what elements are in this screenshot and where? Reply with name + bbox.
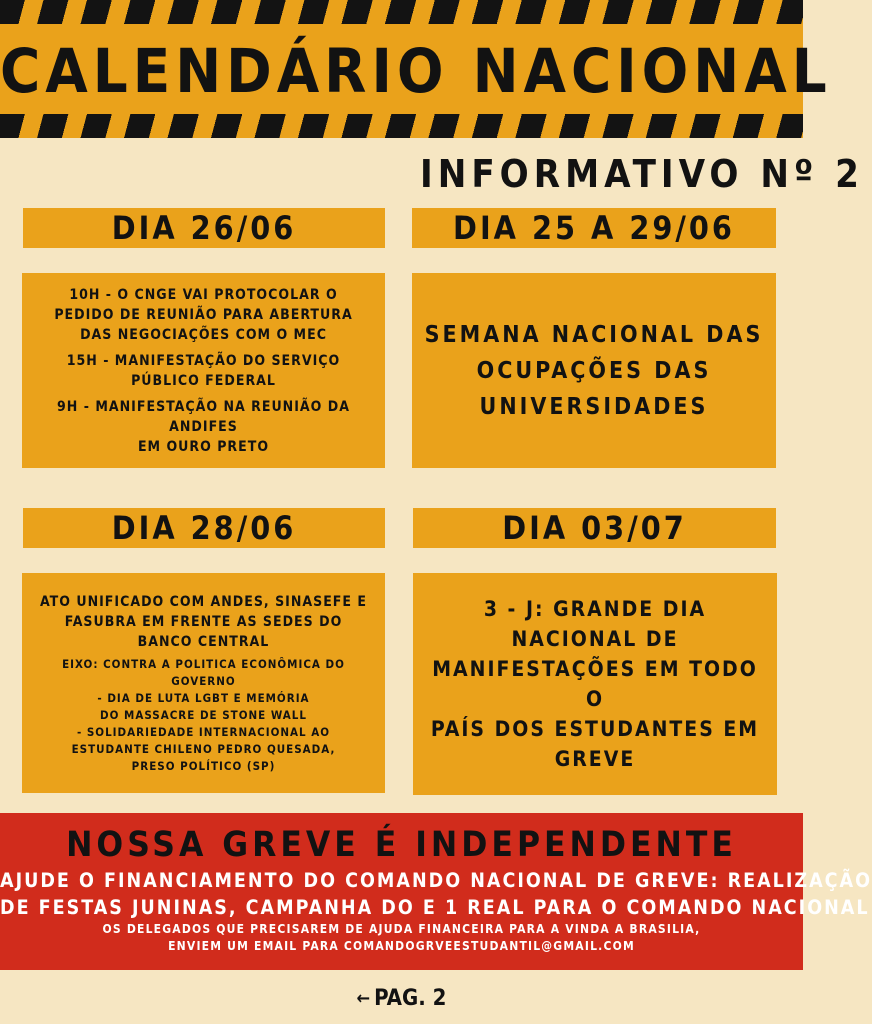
header-banner bbox=[0, 0, 832, 138]
event-item: 10H - O CNGE VAI PROTOCOLAR O PEDIDO DE REUNIÃO PARA ABERTURA DAS NEGOCIAÇÕES COM O MEC bbox=[54, 286, 353, 343]
date-header-26-06: DIA 26/06 bbox=[23, 208, 385, 248]
hazard-stripe-top bbox=[0, 0, 803, 24]
event-item: 15H - MANIFESTAÇÃO DO SERVIÇO PÚBLICO FEDERAL bbox=[66, 352, 341, 389]
event-box-25-29-06 bbox=[412, 273, 776, 468]
left-arrow-icon: ← bbox=[356, 988, 371, 1009]
date-header-25-29-06: DIA 25 A 29/06 bbox=[412, 208, 776, 248]
banner-title: NOSSA GREVE É INDEPENDENTE bbox=[66, 825, 737, 865]
page-label: PAG. 2 bbox=[374, 986, 447, 1011]
event-text: 3 - J: GRANDE DIA NACIONAL DE MANIFESTAÇÕES EM TODO O PAÍS DOS ESTUDANTES EM GREVE bbox=[430, 597, 760, 771]
event-box-28-06 bbox=[22, 573, 385, 793]
event-text: SEMANA NACIONAL DAS OCUPAÇÕES DAS UNIVERSIDADES bbox=[424, 321, 764, 420]
banner-line-2: DE FESTAS JUNINAS, CAMPANHA DO E 1 REAL PARA O COMANDO NACIONAL bbox=[0, 896, 870, 919]
banner-note-2: ENVIEM UM EMAIL PARA COMANDOGRVEESTUDANTIL@GMAIL.COM bbox=[168, 939, 635, 953]
date-header-03-07: DIA 03/07 bbox=[413, 508, 776, 548]
banner-note-1: OS DELEGADOS QUE PRECISAREM DE AJUDA FINANCEIRA PARA A VINDA A BRASILIA, bbox=[102, 922, 701, 936]
event-item: 9H - MANIFESTAÇÃO NA REUNIÃO DA ANDIFES EM OURO PRETO bbox=[57, 398, 350, 455]
event-item: - DIA DE LUTA LGBT E MEMÓRIA DO MASSACRE DE STONE WALL bbox=[97, 690, 310, 722]
hazard-stripe-bottom bbox=[0, 114, 803, 138]
event-main: ATO UNIFICADO COM ANDES, SINASEFE E FASUBRA EM FRENTE AS SEDES DO BANCO CENTRAL bbox=[40, 593, 367, 650]
page-indicator[interactable] bbox=[0, 983, 803, 1015]
event-box-03-07 bbox=[413, 573, 777, 795]
independence-banner bbox=[0, 813, 872, 970]
page-title: CALENDÁRIO NACIONAL bbox=[0, 36, 832, 107]
date-header-28-06: DIA 28/06 bbox=[23, 508, 385, 548]
event-item: - SOLIDARIEDADE INTERNACIONAL AO ESTUDANTE CHILENO PEDRO QUESADA, PRESO POLÍTICO (SP) bbox=[71, 724, 336, 773]
informativo-number: INFORMATIVO Nº 2 bbox=[420, 152, 864, 196]
event-item: EIXO: CONTRA A POLITICA ECONÔMICA DO GOVERNO bbox=[62, 656, 345, 688]
banner-line-1: AJUDE O FINANCIAMENTO DO COMANDO NACIONAL DE GREVE: REALIZAÇÃO bbox=[0, 869, 872, 892]
event-box-26-06 bbox=[22, 273, 385, 468]
